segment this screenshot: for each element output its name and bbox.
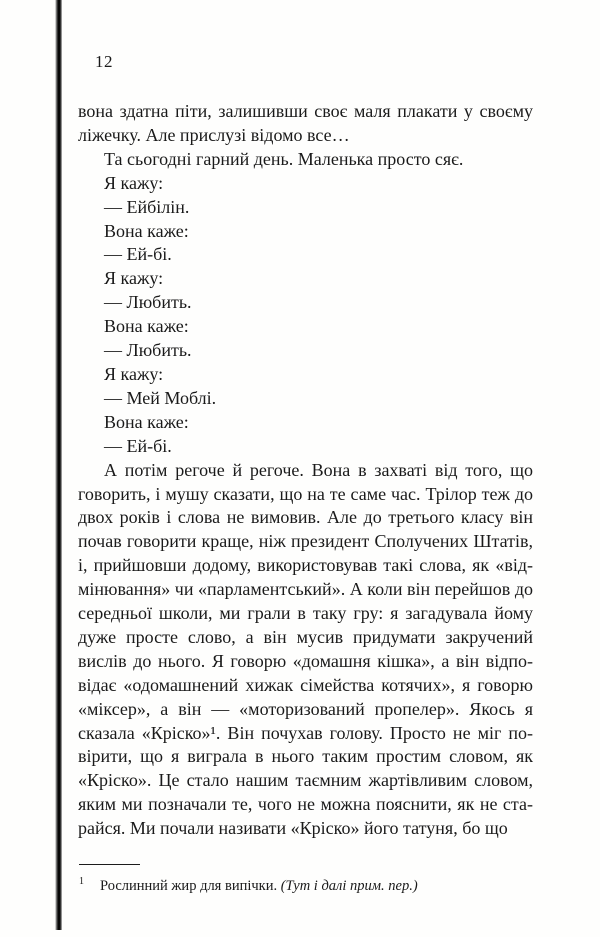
paragraph: — Мей Моблі. — [104, 387, 217, 408]
paragraph: — Ей-бі. — [104, 244, 172, 265]
paragraph: — Любить. — [104, 340, 192, 361]
paragraph: Вона каже: — [104, 220, 189, 241]
paragraph: — Ейбілін. — [104, 196, 190, 217]
footnote-note: (Тут і далі прим. пер.) — [280, 878, 418, 894]
paragraph: — Любить. — [104, 292, 192, 313]
paragraph: вона здатна піти, залишивши своє маля плакати у своєму ліжечку. Але прислузі відомо все… — [78, 101, 533, 145]
paragraph: Я кажу: — [104, 363, 164, 384]
book-spine-shadow — [55, 0, 62, 930]
footnote-rule — [79, 864, 140, 865]
paragraph: А потім регоче й регоче. Вона в захваті від того, що говорить, і мушу сказати, що на те саме час. Трілор теж до двох років і слова не вимовив. Але до третього класу він почав говорити краще, ніж президент Сполучених Штатів, і, прийшовши додому, використовував такі слова, як «відмінювання» чи «парламентський». А коли він перейшов до середньої школи, ми грали в таку гру: я загадувала йому дуже просте слово, а він мусив придумати закручений вислів до нього. Я говорю «домашня кішка», а він відповідає «одомашнений хижак сімейства котячих», я говорю «міксер», а він — «моторизований пропелер». Якось я сказала «Кріско»¹. Він почухав голову. Просто не міг повірити, що я виграла в нього таким простим словом, як «Кріско». Це стало нашим таємним жартівливим словом, яким ми позначали те, чого не можна пояснити, як не старайся. Ми почали називати «Кріско» його татуня, бо що — [78, 459, 533, 839]
paragraph: — Ей-бі. — [104, 435, 172, 456]
footnote — [79, 872, 534, 896]
page-number: 12 — [95, 52, 113, 71]
paragraph: Вона каже: — [104, 316, 189, 337]
paragraph: Вона каже: — [104, 411, 189, 432]
paragraph: Я кажу: — [104, 172, 164, 193]
paragraph: Я кажу: — [104, 268, 164, 289]
paragraph: Та сьогодні гарний день. Маленька просто сяє. — [104, 148, 464, 169]
body-text — [78, 100, 533, 841]
footnote-text: Рослинний жир для випічки. — [100, 878, 278, 894]
footnote-marker: 1 — [79, 876, 84, 887]
